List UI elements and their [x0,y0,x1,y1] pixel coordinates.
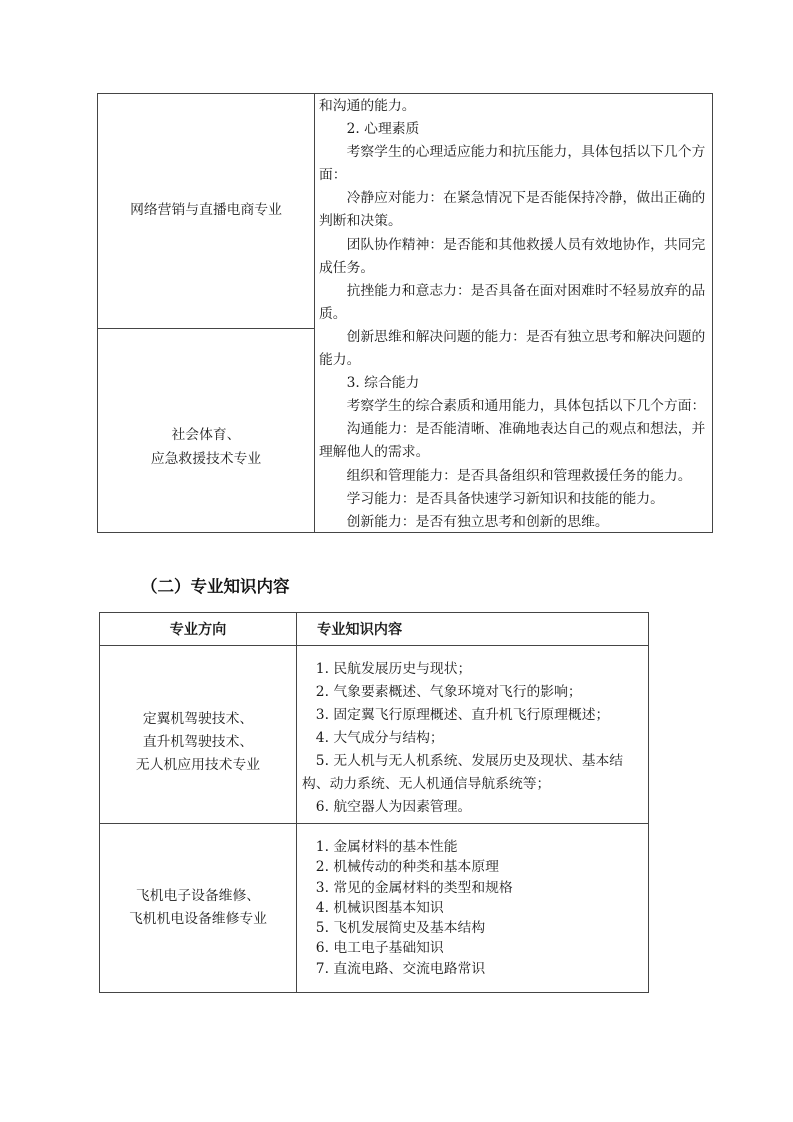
content-paragraph: 3. 综合能力 [346,375,420,392]
knowledge-item: 3. 常见的金属材料的类型和规格 [315,879,513,896]
knowledge-cell-aviation [297,646,648,824]
content-paragraph: 和沟通的能力。 [319,98,416,114]
content-paragraph: 学习能力：是否具备快速学习新知识和技能的能力。 [346,490,664,507]
major-label-line: 定翼机驾驶技术、 [142,710,254,727]
header-major-direction: 专业方向 [100,613,297,646]
ability-assessment-table [97,93,713,533]
content-paragraph: 考察学生的心理适应能力和抗压能力，具体包括以下几个方面： [319,144,706,184]
knowledge-content-table [99,612,649,993]
major-label-line: 飞机电子设备维修、 [135,887,261,904]
major-label-line: 直升机驾驶技术、 [142,733,254,750]
major-label-line: 网络营销与直播电商专业 [130,202,282,219]
knowledge-item: 1. 民航发展历史与现状； [315,660,472,677]
knowledge-item: 3. 固定翼飞行原理概述、直升机飞行原理概述； [315,706,610,723]
knowledge-item: 2. 机械传动的种类和基本原理 [315,859,499,876]
ability-content-cell [315,94,712,532]
knowledge-item: 1. 金属材料的基本性能 [315,838,458,855]
knowledge-item: 5. 飞机发展简史及基本结构 [315,920,486,937]
major-label-line: 飞机机电设备维修专业 [129,911,267,927]
content-paragraph: 沟通能力：是否能清晰、准确地表达自己的观点和想法，并理解他人的需求。 [319,421,706,461]
knowledge-item: 4. 大气成分与结构； [315,729,444,746]
content-paragraph: 冷静应对能力：在紧急情况下是否能保持冷静，做出正确的判断和决策。 [319,190,706,230]
content-paragraph: 2. 心理素质 [346,121,420,138]
major-label-line: 无人机应用技术专业 [135,757,261,774]
content-paragraph: 组织和管理能力：是否具备组织和管理救援任务的能力。 [346,467,692,484]
major-column [98,94,315,532]
major-cell-ecommerce [98,94,314,329]
major-cell-aviation [100,646,297,824]
knowledge-cell-maintenance [297,824,648,992]
content-paragraph: 创新能力：是否有独立思考和创新的思维。 [346,513,609,530]
knowledge-item: 5. 无人机与无人机系统、发展历史及现状、基本结构、动力系统、无人机通信导航系统等； [302,753,624,793]
section-heading: （二）专业知识内容 [141,577,290,596]
major-cell-sports-rescue [98,329,314,532]
knowledge-item: 6. 电工电子基础知识 [315,940,444,957]
major-label-line: 应急救援技术专业 [150,450,262,467]
knowledge-item: 2. 气象要素概述、气象环境对飞行的影响； [315,683,582,700]
major-cell-maintenance [100,824,297,992]
knowledge-item: 6. 航空器人为因素管理。 [315,799,472,816]
header-knowledge-content: 专业知识内容 [297,613,648,646]
major-label-line: 社会体育、 [171,427,241,444]
content-paragraph: 创新思维和解决问题的能力：是否有独立思考和解决问题的能力。 [319,328,706,369]
knowledge-item: 4. 机械识图基本知识 [315,899,444,916]
content-paragraph: 团队协作精神：是否能和其他救援人员有效地协作，共同完成任务。 [319,236,706,276]
content-paragraph: 考察学生的综合素质和通用能力，具体包括以下几个方面： [346,398,706,415]
content-paragraph: 抗挫能力和意志力：是否具备在面对困难时不轻易放弃的品质。 [319,282,706,322]
knowledge-item: 7. 直流电路、交流电路常识 [315,960,486,977]
